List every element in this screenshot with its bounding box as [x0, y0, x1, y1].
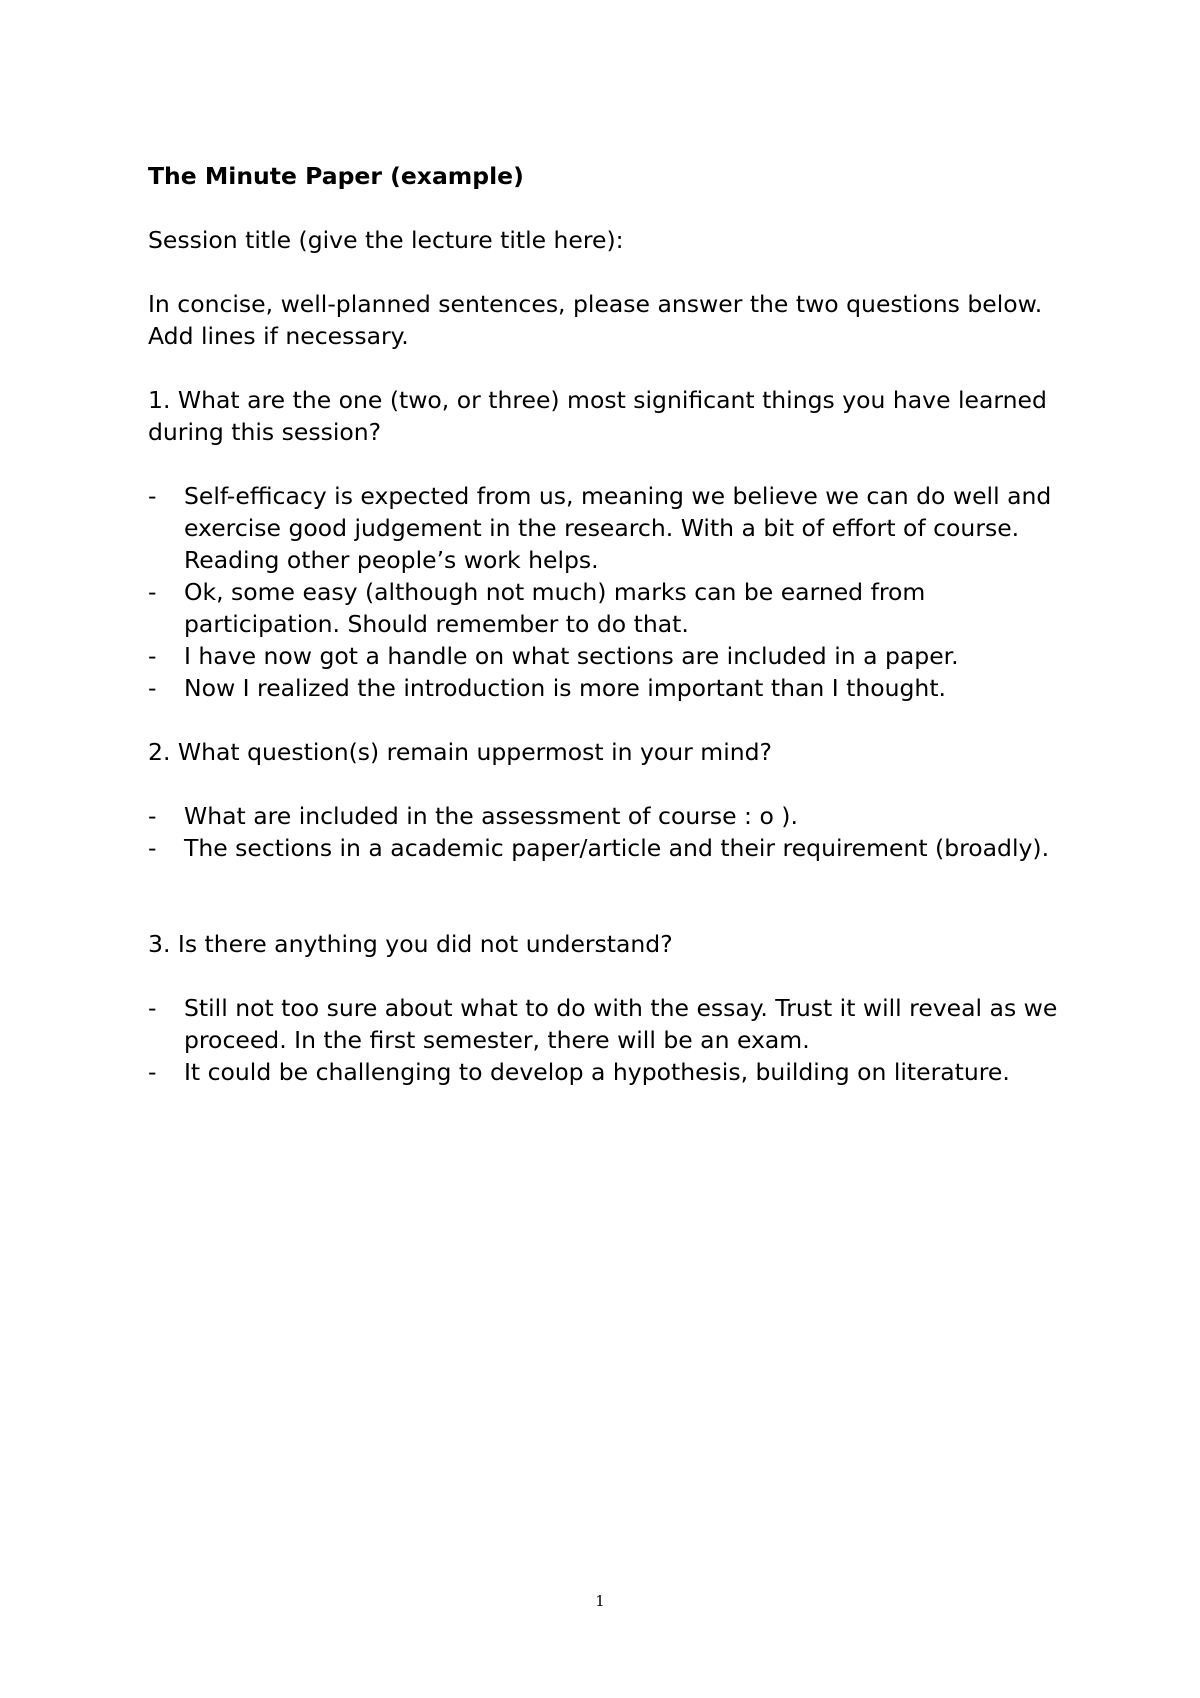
- question-1-answers: [148, 480, 1068, 704]
- answer-text: What are included in the assessment of course : o ).: [184, 802, 798, 830]
- bullet-dash: -: [148, 1058, 157, 1086]
- answer-item: [148, 1056, 1068, 1088]
- page-number: 1: [595, 1592, 605, 1610]
- answer-text: I have now got a handle on what sections are included in a paper.: [184, 642, 959, 670]
- bullet-dash: -: [148, 674, 157, 702]
- answer-item: [148, 832, 1068, 864]
- question-3-prompt: 3. Is there anything you did not understand?: [148, 930, 673, 958]
- answer-item: [148, 672, 1068, 704]
- answer-text: It could be challenging to develop a hypothesis, building on literature.: [184, 1058, 1010, 1086]
- bullet-dash: -: [148, 834, 157, 862]
- question-2-answers: [148, 800, 1068, 864]
- bullet-dash: -: [148, 642, 157, 670]
- answer-item: [148, 480, 1068, 576]
- answer-item: [148, 992, 1068, 1056]
- document-body: [148, 160, 1068, 1120]
- answer-text: Still not too sure about what to do with the essay. Trust it will reveal as we proceed. In the first semester, there will be an exam.: [184, 994, 1058, 1054]
- answer-text: Ok, some easy (although not much) marks can be earned from participation. Should remember to do that.: [184, 578, 926, 638]
- bullet-dash: -: [148, 994, 157, 1022]
- answer-item: [148, 576, 1068, 640]
- question-1-prompt: 1. What are the one (two, or three) most significant things you have learned during this session?: [148, 386, 1047, 446]
- question-2-prompt: 2. What question(s) remain uppermost in your mind?: [148, 738, 773, 766]
- answer-item: [148, 800, 1068, 832]
- question-3-answers: [148, 992, 1068, 1088]
- document-title: The Minute Paper (example): [148, 162, 524, 190]
- answer-text: The sections in a academic paper/article and their requirement (broadly).: [184, 834, 1050, 862]
- blank-line: [148, 896, 1068, 928]
- session-title-prompt: Session title (give the lecture title here):: [148, 226, 624, 254]
- bullet-dash: -: [148, 802, 157, 830]
- bullet-dash: -: [148, 578, 157, 606]
- answer-item: [148, 640, 1068, 672]
- bullet-dash: -: [148, 482, 157, 510]
- answer-text: Self-efficacy is expected from us, meaning we believe we can do well and exercise good judgement in the research. With a bit of effort of course. Reading other people’s work helps.: [184, 482, 1052, 574]
- answer-text: Now I realized the introduction is more important than I thought.: [184, 674, 947, 702]
- instructions-text: In concise, well-planned sentences, please answer the two questions below. Add lines if necessary.: [148, 290, 1043, 350]
